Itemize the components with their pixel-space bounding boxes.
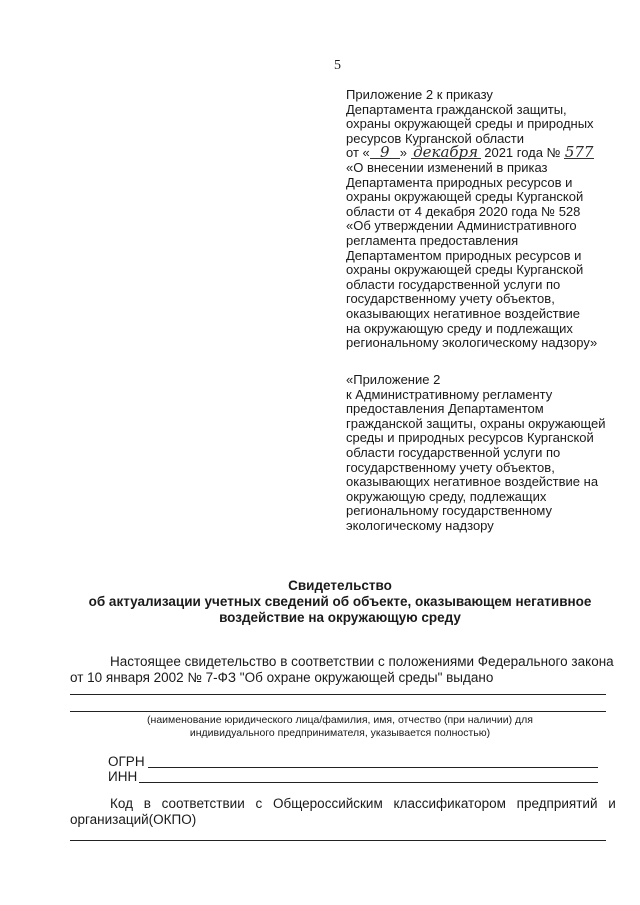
date-mid: » bbox=[399, 145, 407, 161]
ogrn-fill-line bbox=[148, 767, 598, 768]
intro-paragraph bbox=[70, 654, 614, 686]
fill-in-line bbox=[70, 694, 606, 695]
order-subject-line: оказывающих негативное воздействие bbox=[346, 305, 581, 321]
order-subject-line: на окружающую среду и подлежащих bbox=[346, 320, 573, 336]
order-appendix-line: Департамента гражданской защиты, bbox=[346, 101, 567, 117]
regulation-appendix-line: окружающую среду, подлежащих bbox=[346, 488, 547, 504]
caption-line: (наименование юридического лица/фамилия, имя, отчество (при наличии) для bbox=[147, 714, 533, 726]
ogrn-label: ОГРН bbox=[108, 754, 145, 769]
date-prefix: от « bbox=[346, 145, 370, 161]
intro-line: от 10 января 2002 № 7-ФЗ "Об охране окружающей среды" выдано bbox=[70, 670, 494, 685]
page-number: 5 bbox=[334, 58, 341, 73]
fill-in-line bbox=[70, 840, 606, 841]
order-subject-line: «О внесении изменений в приказ bbox=[346, 159, 548, 175]
order-subject-line: охраны окружающей среды Курганской bbox=[346, 189, 584, 205]
title-line: Свидетельство bbox=[288, 578, 392, 593]
handwritten-month: декабря bbox=[411, 146, 481, 159]
order-subject-line: регламента предоставления bbox=[346, 232, 519, 248]
order-subject-line: Департамента природных ресурсов и bbox=[346, 174, 573, 190]
regulation-appendix-line: государственному учету объектов, bbox=[346, 459, 555, 475]
regulation-appendix-line: предоставления Департаментом bbox=[346, 401, 544, 417]
document-title bbox=[60, 578, 620, 626]
okpo-paragraph bbox=[70, 796, 616, 828]
order-date-line bbox=[346, 143, 616, 162]
okpo-line: Код в соответствии с Общероссийским классификатором предприятий и bbox=[110, 796, 616, 811]
regulation-appendix-line: среды и природных ресурсов Курганской bbox=[346, 430, 594, 446]
regulation-appendix-line: «Приложение 2 bbox=[346, 372, 441, 387]
inn-field bbox=[108, 769, 137, 785]
title-line: воздействие на окружающую среду bbox=[219, 610, 461, 625]
order-appendix-line: ресурсов Курганской области bbox=[346, 130, 525, 146]
order-subject-line: «Об утверждении Административного bbox=[346, 218, 577, 234]
regulation-appendix-line: региональному государственному bbox=[346, 503, 552, 519]
regulation-appendix-line: к Административному регламенту bbox=[346, 386, 553, 402]
regulation-appendix-line: оказывающих негативное воздействие на bbox=[346, 474, 599, 490]
order-subject-line: области от 4 декабря 2020 года № 528 bbox=[346, 203, 581, 219]
regulation-appendix-block bbox=[346, 373, 616, 534]
regulation-appendix-line: области государственной услуги по bbox=[346, 444, 561, 460]
order-appendix-block bbox=[346, 88, 616, 351]
ogrn-field bbox=[108, 754, 145, 770]
regulation-appendix-line: экологическому надзору bbox=[346, 517, 494, 533]
handwritten-order-number: 577 bbox=[564, 143, 594, 162]
fill-in-line bbox=[70, 711, 606, 712]
title-line: об актуализации учетных сведений об объекте, оказывающем негативное bbox=[88, 594, 592, 609]
name-caption bbox=[70, 714, 610, 740]
caption-line: индивидуального предпринимателя, указывается полностью) bbox=[189, 727, 491, 739]
order-appendix-line: охраны окружающей среды и природных bbox=[346, 116, 594, 132]
inn-fill-line bbox=[139, 782, 598, 783]
handwritten-day: 9 bbox=[370, 146, 400, 159]
order-subject-line: области государственной услуги по bbox=[346, 276, 561, 292]
regulation-appendix-line: гражданской защиты, охраны окружающей bbox=[346, 415, 606, 431]
order-appendix-line: Приложение 2 к приказу bbox=[346, 87, 493, 102]
order-subject-line: охраны окружающей среды Курганской bbox=[346, 262, 584, 278]
order-subject-line: государственному учету объектов, bbox=[346, 291, 555, 307]
order-subject-line: Департаментом природных ресурсов и bbox=[346, 247, 582, 263]
date-year-text: 2021 года № bbox=[484, 145, 561, 161]
inn-label: ИНН bbox=[108, 769, 138, 784]
okpo-line: организаций(ОКПО) bbox=[70, 812, 197, 827]
order-subject-line: региональному экологическому надзору» bbox=[346, 335, 598, 351]
intro-line: Настоящее свидетельство в соответствии с положениями Федерального закона bbox=[110, 654, 614, 669]
